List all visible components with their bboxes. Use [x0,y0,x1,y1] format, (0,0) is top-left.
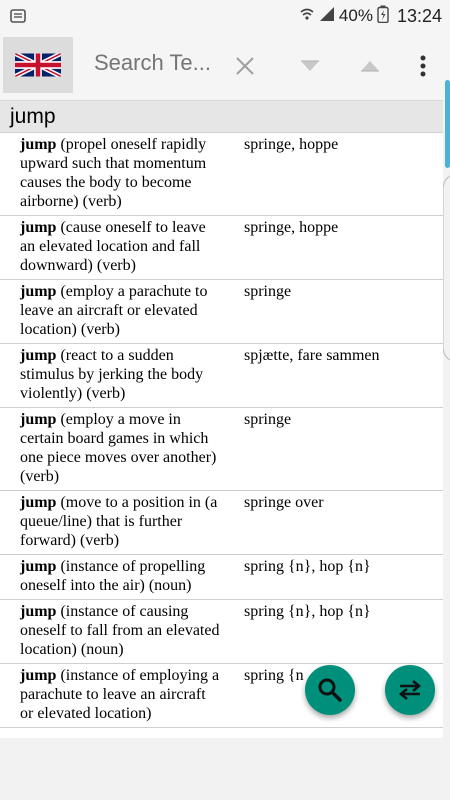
search-icon [317,677,343,703]
result-translation: springe over [244,494,324,511]
result-translation: springe, hoppe [244,136,339,153]
result-row[interactable] [0,555,443,600]
close-icon [235,56,255,76]
result-term: jump [20,411,57,428]
result-row[interactable] [0,216,443,280]
result-source [0,218,220,275]
clock: 13:24 [396,5,442,26]
result-row[interactable] [0,600,443,664]
word-header: jump [0,100,443,133]
chevron-up-icon [360,59,380,73]
result-definition: (instance of propelling oneself into the air) (noun) [20,558,206,594]
result-definition: (cause oneself to leave an elevated location and fall downward) (verb) [20,219,206,274]
search-input[interactable] [94,50,219,76]
result-term: jump [20,136,57,153]
result-definition: (instance of causing oneself to fall from an elevated location) (noun) [20,603,220,658]
status-bar [0,0,450,32]
result-definition: (employ a parachute to leave an aircraft or elevated location) (verb) [20,283,208,338]
result-term: jump [20,283,57,300]
app-bar [0,32,450,100]
results-list [0,133,443,738]
previous-result-button[interactable] [352,48,388,84]
result-row[interactable] [0,664,443,728]
signal-icon [319,6,335,27]
result-definition: (employ a move in certain board games in which one piece moves over another) (verb) [20,411,217,485]
result-row[interactable] [0,491,443,555]
result-row[interactable] [0,280,443,344]
notification-icon [8,6,28,26]
clear-search-button[interactable] [227,48,263,84]
result-definition: (move to a position in (a queue/line) that is further forward) (verb) [20,494,218,549]
result-source [0,602,220,659]
result-term: jump [20,603,57,620]
result-term: jump [20,667,57,684]
result-source [0,666,220,723]
wifi-icon [299,6,315,27]
result-source [0,557,220,595]
search-fab[interactable] [305,665,355,715]
result-translation: spjætte, fare sammen [244,347,380,364]
result-row[interactable] [0,344,443,408]
result-source [0,493,220,550]
result-definition: (instance of employing a parachute to leave an aircraft or elevated location) [20,667,220,722]
result-term: jump [20,558,57,575]
language-flag-button[interactable] [3,37,73,93]
result-row[interactable] [0,408,443,491]
result-source [0,135,220,211]
swap-icon [397,679,423,701]
next-result-button[interactable] [292,48,328,84]
overflow-menu-button[interactable] [405,48,441,84]
result-source [0,282,220,339]
swap-languages-fab[interactable] [385,665,435,715]
result-term: jump [20,219,57,236]
chevron-down-icon [300,59,320,73]
uk-flag-icon [15,52,61,78]
battery-percent: 40% [338,6,373,25]
result-source [0,346,220,403]
result-definition: (react to a sudden stimulus by jerking the body violently) (verb) [20,347,204,402]
scroll-edge [443,80,450,360]
result-translation: spring {n}, hop {n} [244,558,371,575]
result-term: jump [20,494,57,511]
battery-icon [377,5,389,28]
result-translation: spring {n [244,667,304,684]
result-definition: (propel oneself rapidly upward such that momentum causes the body to become airborne) (verb) [20,136,207,210]
result-translation: springe [244,283,292,300]
result-row[interactable] [0,133,443,216]
result-translation: spring {n}, hop {n} [244,603,371,620]
result-term: jump [20,347,57,364]
result-translation: springe [244,411,292,428]
result-translation: springe, hoppe [244,219,339,236]
more-vert-icon [420,55,426,77]
result-source [0,410,220,486]
